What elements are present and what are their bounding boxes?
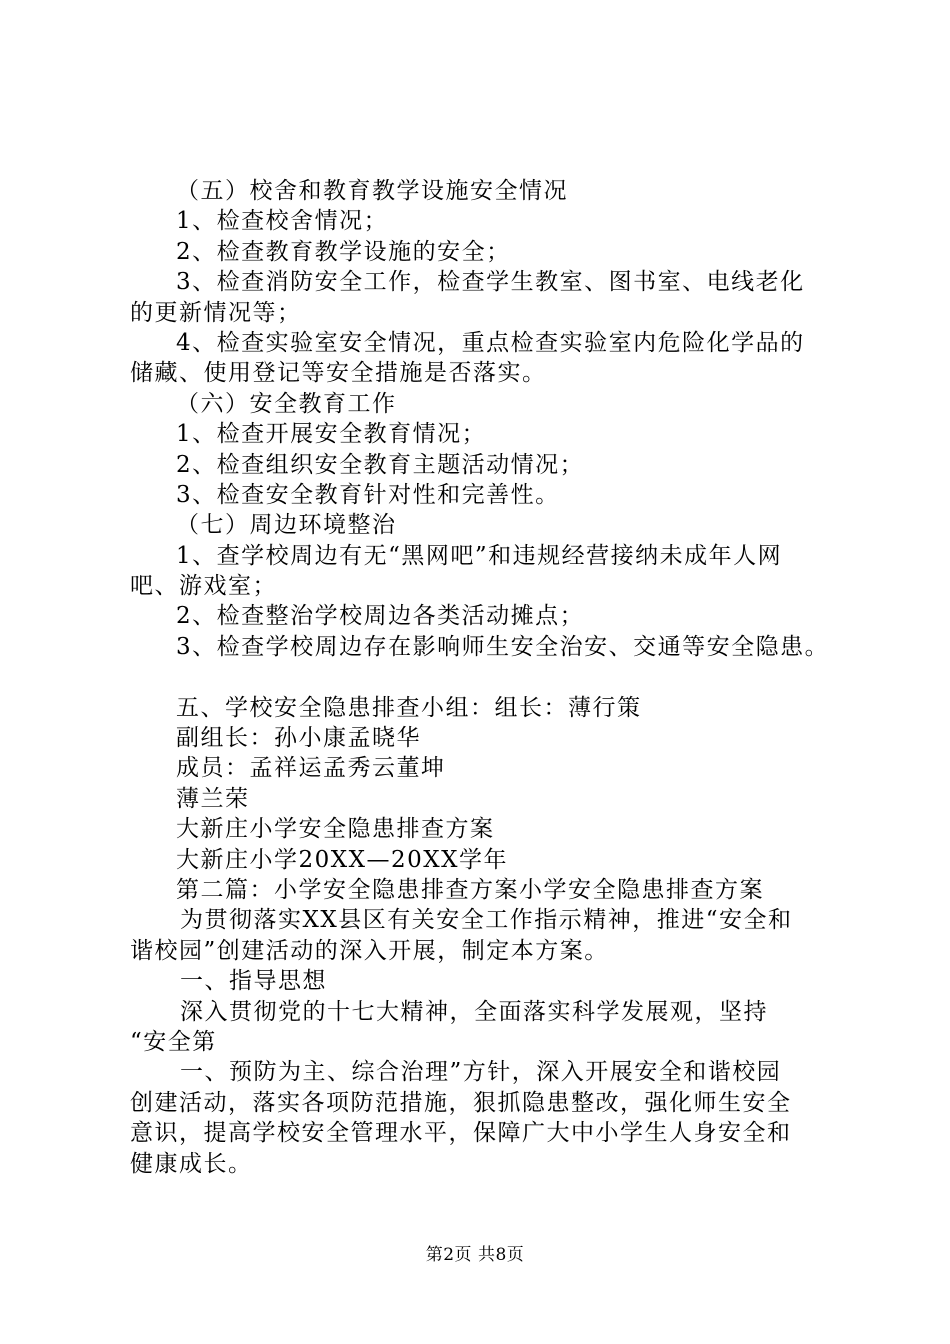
list-item: 2、检查整治学校周边各类活动摊点； bbox=[176, 603, 585, 630]
chapter-title: 第二篇：小学安全隐患排查方案小学安全隐患排查方案 bbox=[176, 876, 764, 903]
list-item: 3、检查学校周边存在影响师生安全治安、交通等安全隐患。 bbox=[176, 633, 830, 660]
text-line: 薄兰荣 bbox=[176, 785, 250, 812]
paragraph-line: 谐校园”创建活动的深入开展，制定本方案。 bbox=[130, 937, 609, 964]
list-item-continued: 储藏、使用登记等安全措施是否落实。 bbox=[130, 360, 547, 387]
list-item: 2、检查组织安全教育主题活动情况； bbox=[176, 451, 585, 478]
list-item: 4、检查实验室安全情况，重点检查实验室内危险化学品的 bbox=[176, 329, 805, 356]
paragraph-line: 意识，提高学校安全管理水平，保障广大中小学生人身安全和 bbox=[130, 1120, 792, 1147]
text-line: 成员：孟祥运孟秀云董坤 bbox=[176, 755, 446, 782]
section-heading: （六）安全教育工作 bbox=[176, 390, 397, 417]
list-item-continued: 的更新情况等； bbox=[130, 299, 302, 326]
list-item-continued: 吧、游戏室； bbox=[130, 573, 277, 600]
paragraph-line: 创建活动，落实各项防范措施，狠抓隐患整改，强化师生安全 bbox=[130, 1089, 792, 1116]
paragraph-line: 一、预防为主、综合治理”方针，深入开展安全和谐校园 bbox=[180, 1059, 782, 1086]
blank-line bbox=[130, 662, 830, 692]
text-line: 大新庄小学安全隐患排查方案 bbox=[176, 816, 495, 843]
section-heading: （七）周边环境整治 bbox=[176, 512, 397, 539]
paragraph-line: 为贯彻落实XX县区有关安全工作指示精神，推进“安全和 bbox=[180, 907, 793, 934]
list-item: 1、查学校周边有无“黑网吧”和违规经营接纳未成年人网 bbox=[176, 542, 783, 569]
paragraph-line: “安全第 bbox=[130, 1028, 217, 1055]
paragraph-line: 深入贯彻党的十七大精神，全面落实科学发展观，坚持 bbox=[180, 998, 768, 1025]
text-line: 大新庄小学20XX—20XX学年 bbox=[176, 846, 509, 873]
list-item: 3、检查消防安全工作，检查学生教室、图书室、电线老化 bbox=[176, 269, 805, 296]
list-item: 1、检查开展安全教育情况； bbox=[176, 421, 487, 448]
paragraph-line: 健康成长。 bbox=[130, 1150, 253, 1177]
text-line: 副组长：孙小康孟晓华 bbox=[176, 725, 421, 752]
list-item: 2、检查教育教学设施的安全； bbox=[176, 238, 511, 265]
page-footer: 第2页 共8页 bbox=[425, 1245, 525, 1265]
section-heading: 五、学校安全隐患排查小组：组长：薄行策 bbox=[176, 694, 642, 721]
list-item: 1、检查校舍情况； bbox=[176, 208, 389, 235]
section-heading: （五）校舍和教育教学设施安全情况 bbox=[176, 178, 568, 204]
document-body bbox=[130, 176, 830, 1179]
section-heading: 一、指导思想 bbox=[180, 968, 327, 995]
list-item: 3、检查安全教育针对性和完善性。 bbox=[176, 481, 560, 508]
